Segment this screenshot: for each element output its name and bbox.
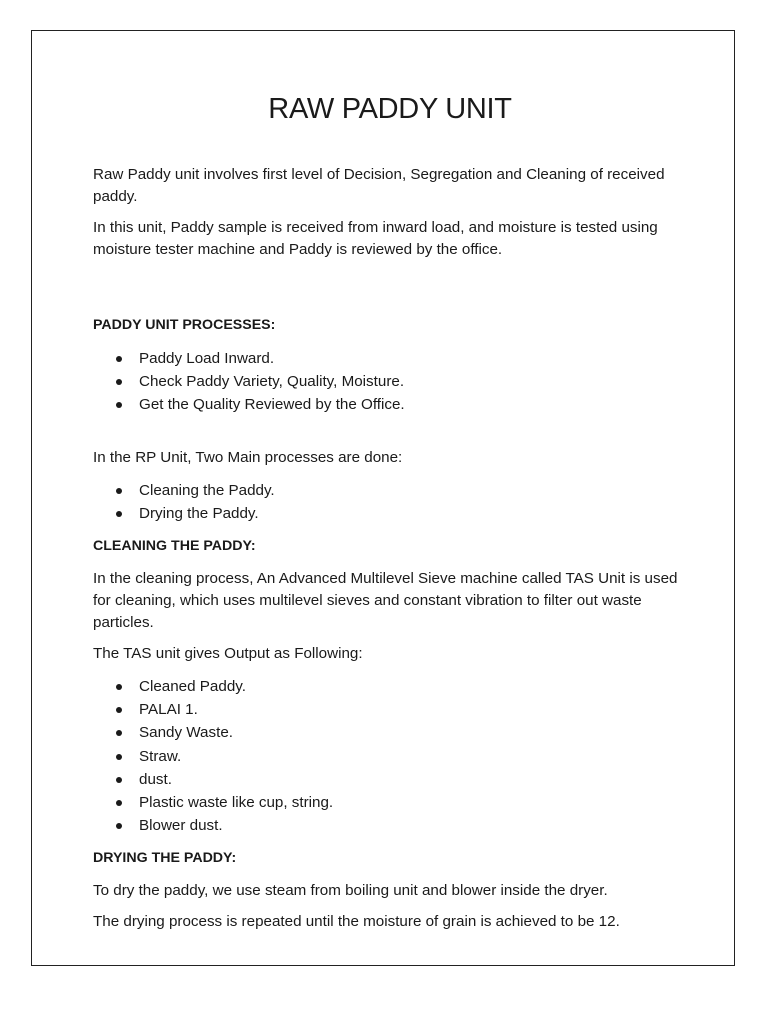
list-item: Straw. (93, 745, 683, 768)
bullet-icon (116, 356, 122, 362)
bullet-icon (116, 730, 122, 736)
drying-paragraph-1: To dry the paddy, we use steam from boiling unit and blower inside the dryer. (93, 882, 608, 900)
cleaning-heading: CLEANING THE PADDY: (93, 538, 256, 555)
list-item: Plastic waste like cup, string. (93, 791, 683, 814)
list-item: Cleaned Paddy. (93, 675, 683, 698)
drying-paragraph-2: The drying process is repeated until the moisture of grain is achieved to be 12. (93, 913, 620, 931)
list-item: Check Paddy Variety, Quality, Moisture. (93, 370, 683, 393)
list-item: Paddy Load Inward. (93, 347, 683, 370)
intro-paragraph-2: In this unit, Paddy sample is received from inward load, and moisture is tested using moisture tester machine and Paddy is reviewed by the office. (93, 219, 658, 258)
processes-list (93, 347, 683, 417)
bullet-icon (116, 511, 122, 517)
cleaning-output-intro: The TAS unit gives Output as Following: (93, 645, 363, 663)
bullet-icon (116, 754, 122, 760)
list-item: Get the Quality Reviewed by the Office. (93, 393, 683, 416)
bullet-icon (116, 488, 122, 494)
bullet-icon (116, 823, 122, 829)
bullet-icon (116, 777, 122, 783)
main-processes-intro: In the RP Unit, Two Main processes are done: (93, 448, 403, 466)
intro-paragraph-1: Raw Paddy unit involves first level of Decision, Segregation and Cleaning of received paddy. (93, 166, 665, 205)
main-processes-list (93, 479, 683, 525)
bullet-icon (116, 402, 122, 408)
cleaning-paragraph: In the cleaning process, An Advanced Multilevel Sieve machine called TAS Unit is used for cleaning, which uses multilevel sieves and constant vibration to filter out waste particles. (93, 570, 678, 632)
bullet-icon (116, 684, 122, 690)
list-item: Blower dust. (93, 814, 683, 837)
cleaning-output-list (93, 675, 683, 837)
document-body (93, 88, 683, 942)
list-item: Drying the Paddy. (93, 502, 683, 525)
bullet-icon (116, 379, 122, 385)
bullet-icon (116, 800, 122, 806)
bullet-icon (116, 707, 122, 713)
list-item: PALAI 1. (93, 698, 683, 721)
page-title: RAW PADDY UNIT (268, 93, 512, 125)
drying-heading: DRYING THE PADDY: (93, 850, 237, 867)
list-item: Cleaning the Paddy. (93, 479, 683, 502)
list-item: Sandy Waste. (93, 721, 683, 744)
processes-heading: PADDY UNIT PROCESSES: (93, 317, 276, 333)
list-item: dust. (93, 768, 683, 791)
